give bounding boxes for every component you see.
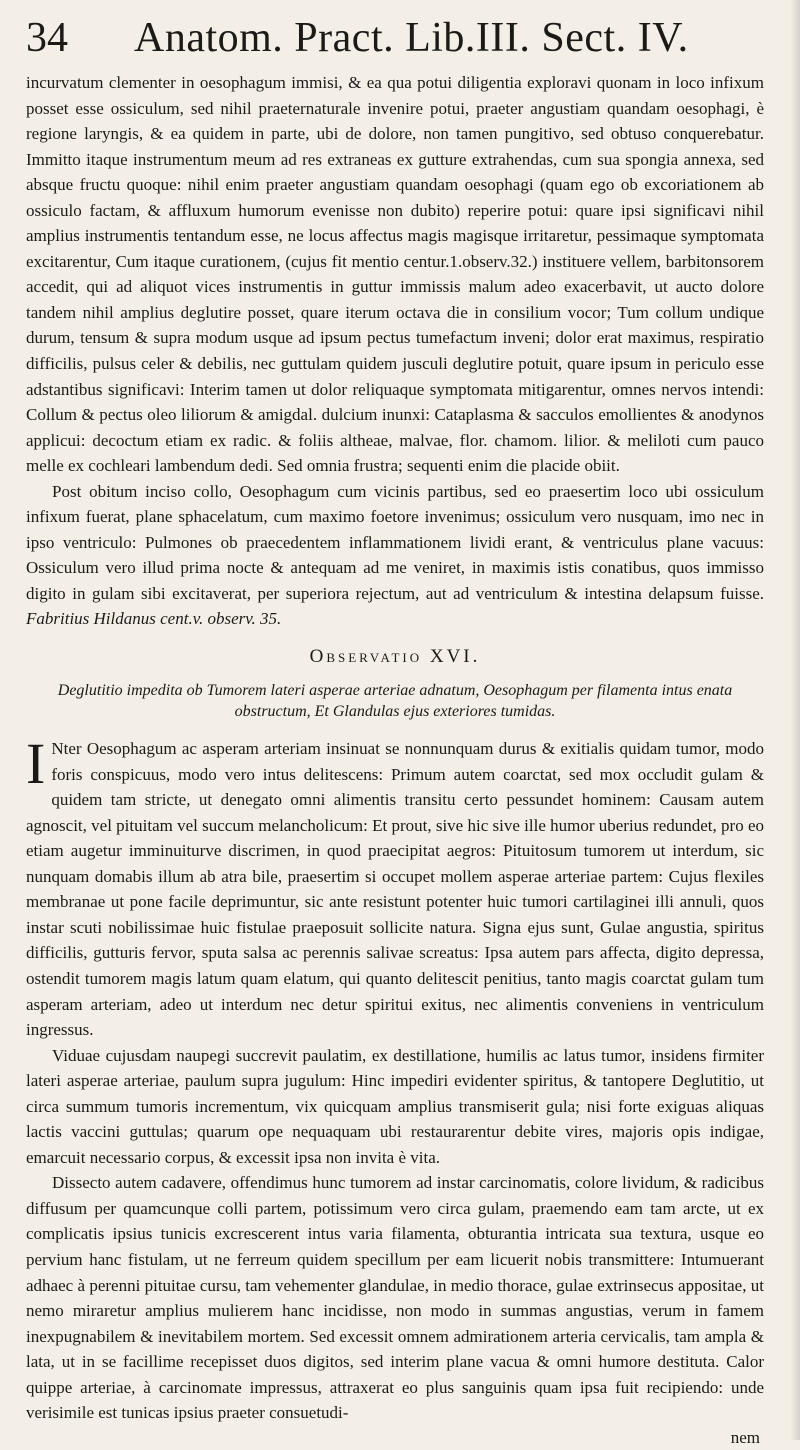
paragraph-dissecto: Dissecto autem cadavere, offendimus hunc tumorem ad instar carcinomatis, colore lividum, & radicibus diffusum per quamcunque colli partem, potissimum vero circa gulam, praemendo eam tam arcte, ut ex complicatis ipsius tunicis excrescerent intus varia filamenta, obturantia intricata sua textura, usque eo pervium hanc fistulam, ut ne ferreum quidem specillum per eam licuerit nobis transmittere: Intumuerant adhaec à perenni pituitae cursu, tam vehementer glandulae, in medio thorace, gulae extrinsecus appositae, ut nemo miraretur amplius mulierem hanc incidisse, non modo in summas angustias, verum in famem inexpugnabilem & inevitabilem mortem. Sed excessit omnem admirationem arteria cervicalis, tam ampla & lata, ut in se facillime recepisset duos digitos, sed interim plane vacua & omni humore destituta. Calor quippe arteriae, à carcinomate impressus, attraxerat eo plus sanguinis quam ipsa fuit recipiendo: unde verisimile est tunicas ipsius praeter consuetudi-: [26, 1173, 764, 1423]
paragraph-post-obitum: [26, 479, 764, 632]
observation-subtitle: Deglutitio impedita ob Tumorem lateri asperae arteriae adnatum, Oesophagum per filamenta intus enata obstructum, Et Glandulas ejus exteriores tumidas.: [57, 682, 733, 721]
paragraph-text: Nter Oesophagum ac asperam arteriam insinuat se nonnunquam durus & exitialis quidam tumor, modo foris conspicuus, modo vero intus delitescens: Primum autem coarctat, sed mox occludit gulam & quidem tam stricte, ut denegato omni alimentis transitu certo pessundet hominem: Causam autem agnoscit, vel pituitam vel succum melancholicum: Et prout, sive hic sive ille humor uberius redundet, pro eo etiam augetur imminuiturve discrimen, in quod praecipitat aegros: Pituitosum tumorem ut interdum, sic nunquam domabis illum ab atra bile, praesertim si occupet mollem asperae arteriae partem: Cujus flexiles membranae ut pone facile deprimuntur, sic ante resistunt potenter huic tumori cartilaginei illi annuli, quos instar scuti nobilissimae huic fistulae praeposuit sollicite natura. Signa ejus sunt, Gulae angustia, spiritus difficilis, gutturis fervor, sputa salsa ac perennis salivae screatus: Ipsa autem pars affecta, digito depressa, ostendit tumorem magis latum quam elatum, qui quanto delitescit penitius, tanto magis coarctat gulam tum asperam arteriam, adeo ut interdum nec detur spiritui exitus, nec alimentis conveniens in ventriculum ingressus.: [26, 739, 764, 1040]
page-edge-shadow: [790, 0, 800, 1440]
observation-number: XVI.: [429, 646, 481, 668]
paragraph-inter-oesophagum: [26, 731, 764, 1043]
drop-cap: I: [26, 731, 46, 797]
page-header: [26, 14, 764, 70]
catchword: nem: [730, 1427, 760, 1447]
citation: Fabritius Hildanus cent.v. observ. 35.: [26, 609, 282, 629]
running-title: Anatom. Pract. Lib.III. Sect. IV.: [134, 15, 689, 61]
observation-heading: [26, 642, 764, 672]
paragraph-viduae: Viduae cujusdam naupegi succrevit paulatim, ex destillatione, humilis ac latus tumor, insidens firmiter lateri asperae arteriae, paulum supra jugulum: Hinc impediri evidenter spiritus, & tantopere Deglutitio, ut circa summum tumoris incrementum, vix quicquam amplius transmiserit gula; nisi forte exiguas aliquas lactis vaccini guttulas; quarum ope nequaquam ubi restaurarentur debite vires, majoris opis indigae, emarcuit necessario corpus, & excessit ipsa non invita è vita.: [26, 1045, 764, 1167]
page-number: 34: [26, 15, 68, 61]
observation-label: Observatio: [309, 646, 423, 668]
paragraph-continued: incurvatum clementer in oesophagum immisi, & ea qua potui diligentia exploravi quonam in loco infixum posset esse ossiculum, sed nihil praeternaturale invenire potui, praeter angustiam quandam oesophagi, è regione laryngis, & ea quidem in parte, ubi de dolore, non tamen pungitivo, sed obtuso conquerebatur. Immitto itaque instrumentum meum ad res extraneas ex gutture extrahendas, cum sua spongia annexa, sed absque fructu quoque: nihil enim praeter angustiam quandam oesophagi (quam ego ob excoriationem ab ossiculo factam, & affluxum humorum evenisse non dubito) reperire potui: quare ipsi significavi nihil amplius instrumentis tentandum esse, ne locus affectus magis magisque irritaretur, pessimaque symptomata excitarentur, Cum itaque curationem, (cujus fit mentio centur.1.observ.32.) instituere vellem, barbitonsorem accedit, qui ad aliquot vices instrumentis in guttur immissis malum adeo exacerbavit, ut aucto dolore tandem nihil amplius deglutire posset, quare iterum octava die in consilium vocor; Tum collum undique durum, tensum & supra modum usque ad ipsum pectus tumefactum inveni; dolor erat maximus, respiratio difficilis, pulsus celer & debilis, nec guttulam quidem jusculi deglutire potuit, quare ipsum in periculo esse adstantibus significavi: Interim tamen ut dolor reliquaque symptomata mitigarentur, omnes nervos intendi: Collum & pectus oleo liliorum & amigdal. dulcium inunxi: Cataplasma & sacculos emollientes & anodynos applicui: decoctum etiam ex radic. & foliis altheae, malvae, flor. chamom. lilior. & meliloti cum pauco melle ex cochleari lambendum dedi. Sed omnia frustra; sequenti enim die placide obiit.: [26, 73, 764, 476]
paragraph-text: Post obitum inciso collo, Oesophagum cum vicinis partibus, sed eo praesertim loco ubi ossiculum infixum fuerat, plane sphacelatum, cum maximo foetore invenimus; ossiculum vero nusquam, imo nec in ipso ventriculo: Pulmones ob praecedentem inflammationem lividi erant, & ventriculus plane vacuus: Ossiculum vero illud prima nocte & antequam ad me veniret, in maximis istis conatibus, quos immisso digito in gulam sibi excitaverat, per superiora rejectum, aut ad ventriculum & intestina delapsum fuisse.: [26, 481, 764, 603]
